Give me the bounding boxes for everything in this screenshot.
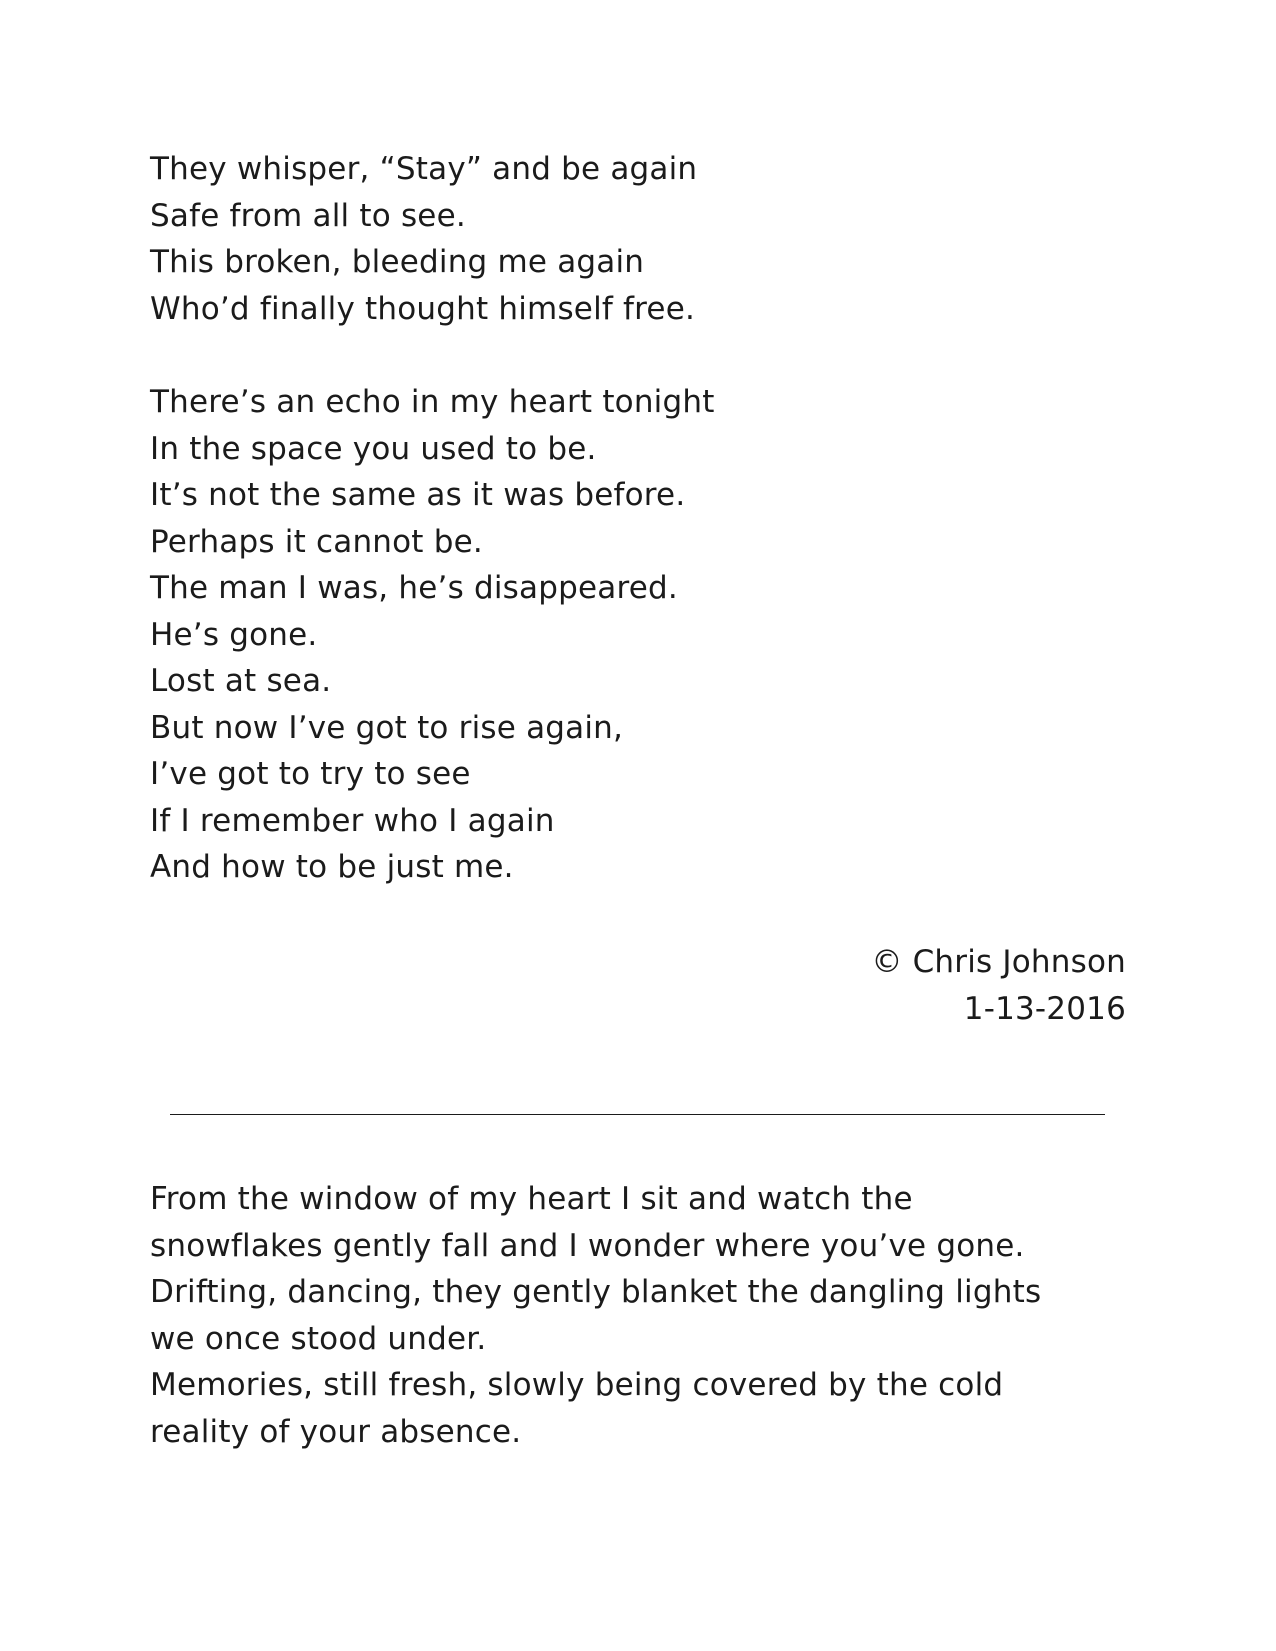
prose-line: reality of your absence. bbox=[150, 1413, 522, 1450]
poem-line: Safe from all to see. bbox=[150, 197, 466, 234]
poem-line: This broken, bleeding me again bbox=[150, 244, 645, 280]
poem-line: Perhaps it cannot be. bbox=[150, 523, 483, 560]
poem-stanza-1 bbox=[150, 146, 697, 332]
section-divider bbox=[170, 1114, 1105, 1115]
author-signature bbox=[871, 939, 1126, 1032]
copyright-author: © Chris Johnson bbox=[871, 944, 1126, 980]
poem-line: Who’d finally thought himself free. bbox=[150, 290, 696, 327]
poem-line: He’s gone. bbox=[150, 616, 318, 653]
poem-line: There’s an echo in my heart tonight bbox=[150, 384, 715, 420]
poem-line: I’ve got to try to see bbox=[150, 756, 471, 792]
prose-line: snowflakes gently fall and I wonder where you’ve gone. bbox=[150, 1227, 1025, 1264]
poem-line: It’s not the same as it was before. bbox=[150, 477, 686, 513]
poem-line: Lost at sea. bbox=[150, 663, 332, 699]
poem-line: The man I was, he’s disappeared. bbox=[150, 570, 678, 606]
prose-line: we once stood under. bbox=[150, 1320, 487, 1357]
prose-poem bbox=[150, 1176, 1130, 1455]
poem-line: But now I’ve got to rise again, bbox=[150, 709, 624, 746]
prose-line: Memories, still fresh, slowly being covered by the cold bbox=[150, 1367, 1004, 1403]
poem-line: They whisper, “Stay” and be again bbox=[150, 151, 698, 187]
poem-line: In the space you used to be. bbox=[150, 430, 597, 467]
poem-stanza-2 bbox=[150, 379, 715, 891]
prose-line: From the window of my heart I sit and watch the bbox=[150, 1181, 913, 1217]
prose-line: Drifting, dancing, they gently blanket the dangling lights bbox=[150, 1274, 1042, 1310]
poem-date: 1-13-2016 bbox=[963, 990, 1126, 1027]
poem-line: If I remember who I again bbox=[150, 802, 555, 839]
poem-line: And how to be just me. bbox=[150, 849, 514, 885]
